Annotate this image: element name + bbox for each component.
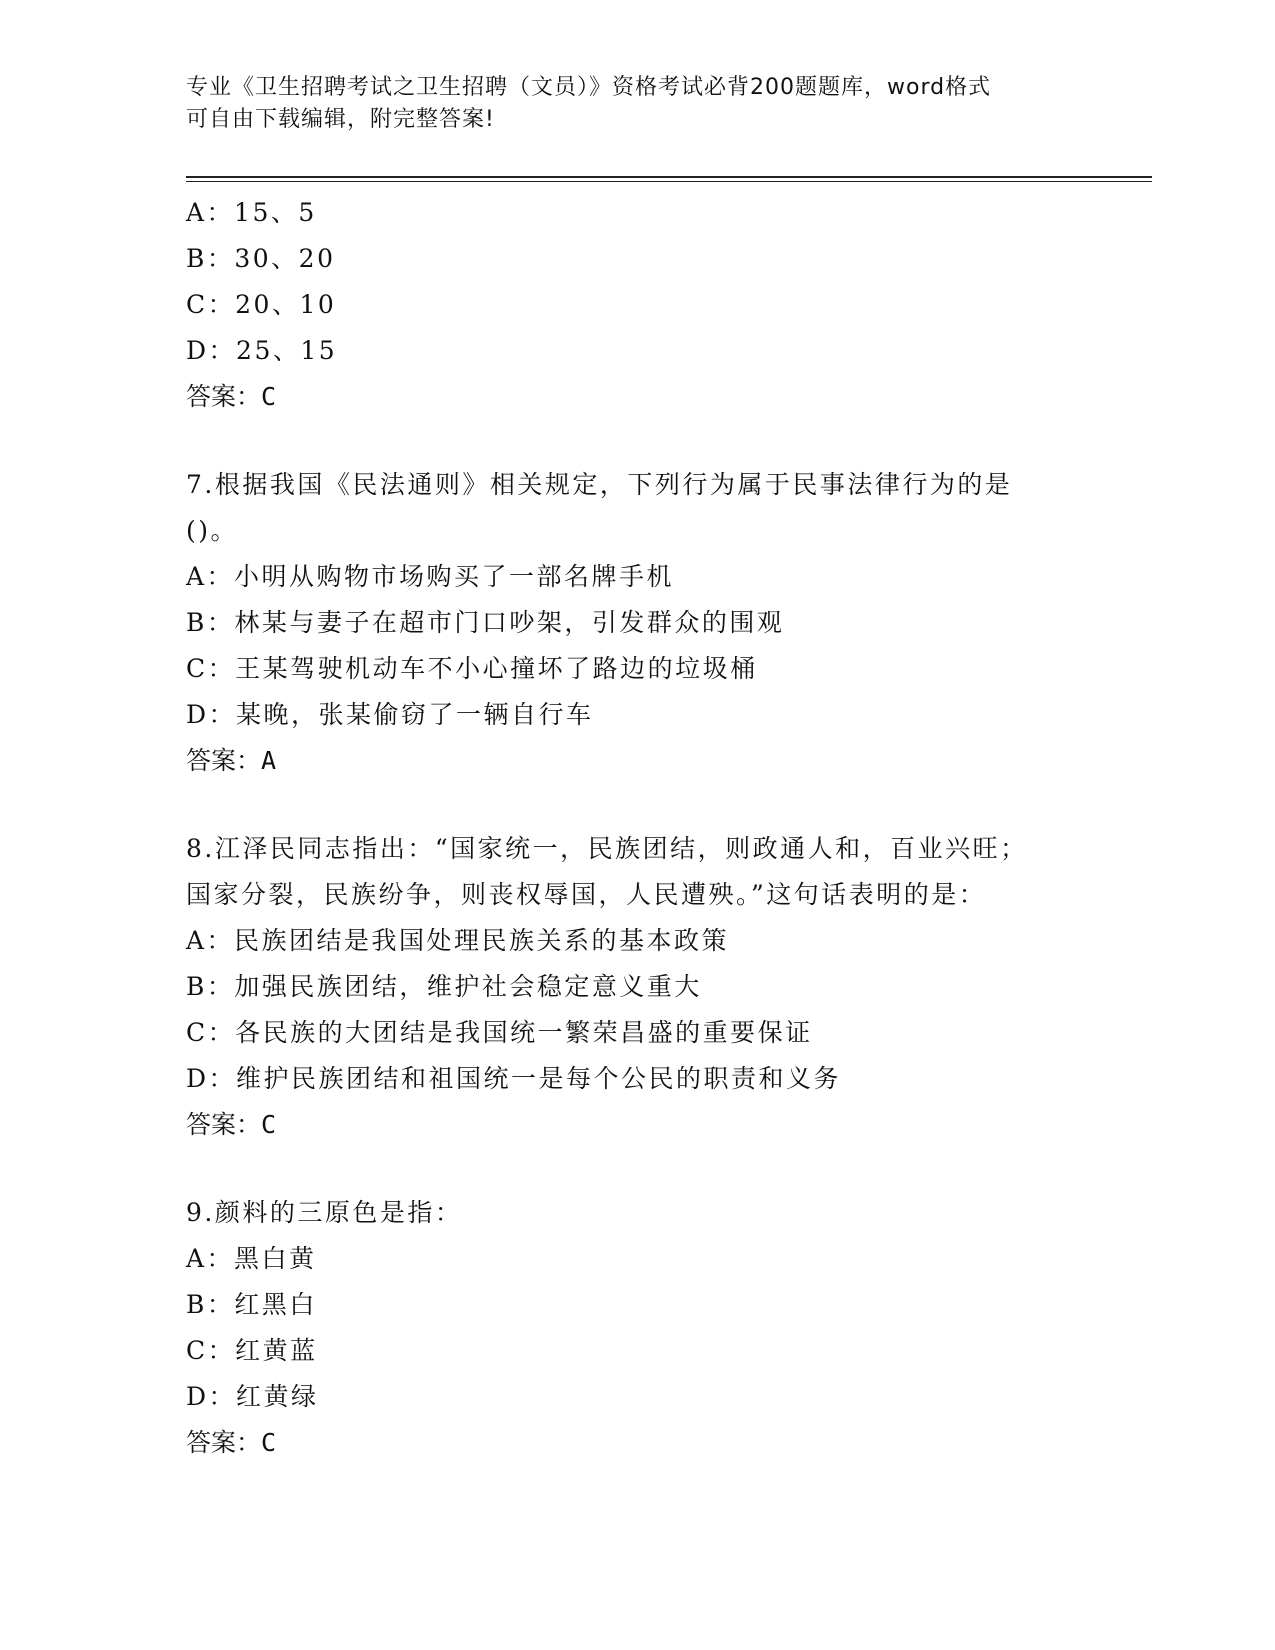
option-d: D：维护民族团结和祖国统一是每个公民的职责和义务 xyxy=(186,1064,842,1093)
option-a: A：黑白黄 xyxy=(186,1244,317,1273)
question-text xyxy=(186,1190,1066,1236)
question-text-line-1: 8.江泽民同志指出：“国家统一，民族团结，则政通人和，百业兴旺； xyxy=(186,834,1028,863)
header-line-1: 专业《卫生招聘考试之卫生招聘（文员）》资格考试必背200题题库，word格式 xyxy=(186,75,992,100)
option-a: A：民族团结是我国处理民族关系的基本政策 xyxy=(186,926,730,955)
answer-line xyxy=(186,374,1086,420)
option-b: B：红黑白 xyxy=(186,1290,317,1319)
answer-line xyxy=(186,1420,1086,1466)
document-header xyxy=(186,72,1086,136)
option-b: B：林某与妻子在超市门口吵架，引发群众的围观 xyxy=(186,608,785,637)
option-b: B：30、20 xyxy=(186,244,336,273)
answer-value: C xyxy=(261,1110,277,1139)
answer-label: 答案： xyxy=(186,382,262,411)
question-text-line-1: 9.颜料的三原色是指： xyxy=(186,1198,463,1227)
option-b: B：加强民族团结，维护社会稳定意义重大 xyxy=(186,972,702,1001)
answer-label: 答案： xyxy=(186,1110,262,1139)
question-6 xyxy=(186,190,1086,420)
question-8 xyxy=(186,826,1086,1148)
answer-value: C xyxy=(261,1428,277,1457)
question-text xyxy=(186,462,1066,554)
option-d: D：某晚，张某偷窃了一辆自行车 xyxy=(186,700,594,729)
question-text-line-1: 7.根据我国《民法通则》相关规定，下列行为属于民事法律行为的是 xyxy=(186,470,1013,499)
answer-value: A xyxy=(261,746,277,775)
option-c: C：20、10 xyxy=(186,290,337,319)
option-a: A：15、5 xyxy=(186,198,317,227)
option-d: D：红黄绿 xyxy=(186,1382,319,1411)
header-divider-bottom xyxy=(186,181,1152,182)
question-text xyxy=(186,826,1066,918)
question-text-line-2: 国家分裂，民族纷争，则丧权辱国，人民遭殃。”这句话表明的是： xyxy=(186,880,987,909)
option-c: C：红黄蓝 xyxy=(186,1336,318,1365)
answer-value: C xyxy=(261,382,277,411)
option-c: C：王某驾驶机动车不小心撞坏了路边的垃圾桶 xyxy=(186,654,758,683)
option-c: C：各民族的大团结是我国统一繁荣昌盛的重要保证 xyxy=(186,1018,813,1047)
header-line-2: 可自由下载编辑，附完整答案! xyxy=(186,107,495,132)
header-divider-top xyxy=(186,176,1152,178)
answer-label: 答案： xyxy=(186,1428,262,1457)
question-9 xyxy=(186,1190,1086,1466)
option-a: A：小明从购物市场购买了一部名牌手机 xyxy=(186,562,675,591)
question-list xyxy=(186,190,1086,1466)
option-d: D：25、15 xyxy=(186,336,338,365)
question-7 xyxy=(186,462,1086,784)
question-text-line-2: ()。 xyxy=(186,516,239,545)
answer-line xyxy=(186,1102,1086,1148)
answer-line xyxy=(186,738,1086,784)
answer-label: 答案： xyxy=(186,746,262,775)
